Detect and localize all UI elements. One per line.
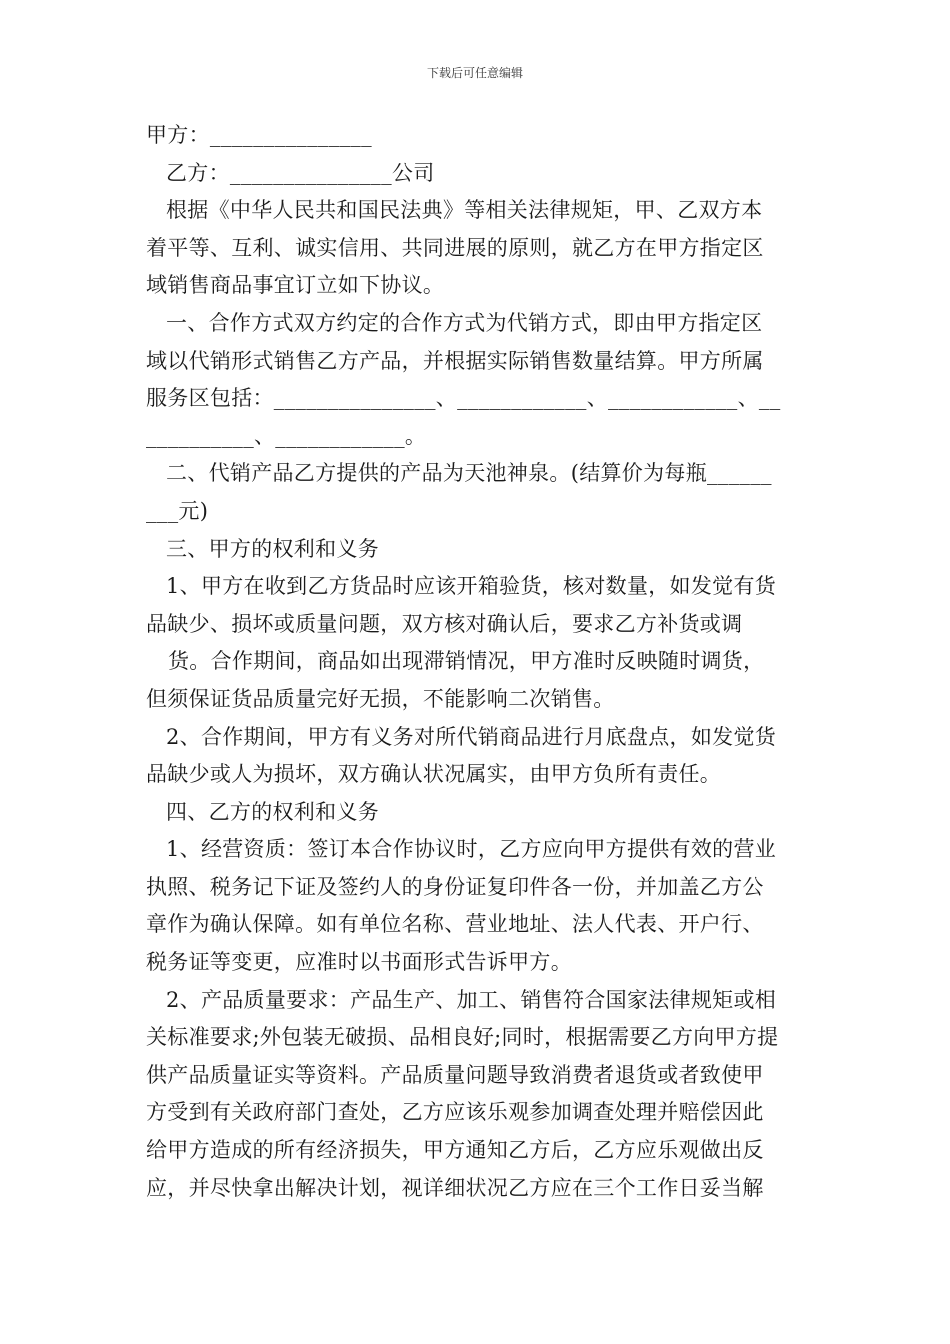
section-4-clause-line: 关标准要求;外包装无破损、品相良好;同时，根据需要乙方向甲方提 bbox=[146, 1025, 779, 1050]
section-4-clause-line: 方受到有关政府部门查处，乙方应该乐观参加调查处理并赔偿因此 bbox=[146, 1100, 764, 1125]
section-4-clause-line: 2、产品质量要求：产品生产、加工、销售符合国家法律规矩或相 bbox=[166, 987, 777, 1012]
section-3-clause-line: 品缺少、损坏或质量问题，双方核对确认后，要求乙方补货或调 bbox=[146, 611, 743, 636]
section-2-line: 二、代销产品乙方提供的产品为天池神泉。(结算价为每瓶______ bbox=[166, 461, 772, 486]
section-4-clause-line: 章作为确认保障。如有单位名称、营业地址、法人代表、开户行、 bbox=[146, 912, 764, 937]
section-3-heading: 三、甲方的权利和义务 bbox=[166, 536, 379, 561]
party-a-line: 甲方：_______________ bbox=[146, 123, 372, 147]
section-3-clause-line: 2、合作期间，甲方有义务对所代销商品进行月底盘点，如发觉货 bbox=[166, 724, 777, 749]
section-4-clause-line: 执照、税务记下证及签约人的身份证复印件各一份，并加盖乙方公 bbox=[146, 874, 764, 899]
section-1-line: 域以代销形式销售乙方产品，并根据实际销售数量结算。甲方所属 bbox=[146, 348, 764, 373]
section-4-clause-line: 供产品质量证实等资料。产品质量问题导致消费者退货或者致使甲 bbox=[146, 1062, 764, 1087]
section-3-clause-line: 品缺少或人为损坏，双方确认状况属实，由甲方负所有责任。 bbox=[146, 762, 722, 787]
section-4-clause-line: 应，并尽快拿出解决计划，视详细状况乙方应在三个工作日妥当解 bbox=[146, 1175, 764, 1200]
section-3-clause-line: 但须保证货品质量完好无损，不能影响二次销售。 bbox=[146, 686, 615, 711]
section-4-clause-line: 给甲方造成的所有经济损失，甲方通知乙方后，乙方应乐观做出反 bbox=[146, 1138, 764, 1163]
section-3-clause-line: 1、甲方在收到乙方货品时应该开箱验货，核对数量，如发觉有货 bbox=[166, 574, 777, 599]
preamble-line: 域销售商品事宜订立如下协议。 bbox=[146, 273, 445, 298]
section-4-clause-line: 税务证等变更，应准时以书面形式告诉甲方。 bbox=[146, 950, 572, 975]
section-3-clause-line: 货。合作期间，商品如出现滞销情况，甲方准时反映随时调货， bbox=[168, 649, 765, 674]
contract-body bbox=[146, 117, 806, 1207]
section-2-line: ___元) bbox=[146, 498, 209, 523]
section-1-line: 服务区包括：_______________、____________、____________、__ bbox=[146, 386, 781, 411]
page-header-note: 下载后可任意编辑 bbox=[426, 66, 523, 80]
preamble-line: 着平等、互利、诚实信用、共同进展的原则，就乙方在甲方指定区 bbox=[146, 235, 764, 260]
section-1-line: __________、____________。 bbox=[146, 423, 427, 448]
section-1-line: 一、合作方式双方约定的合作方式为代销方式，即由甲方指定区 bbox=[166, 310, 763, 335]
section-4-clause-line: 1、经营资质：签订本合作协议时，乙方应向甲方提供有效的营业 bbox=[166, 837, 777, 862]
section-4-heading: 四、乙方的权利和义务 bbox=[166, 799, 379, 824]
preamble-line: 根据《中华人民共和国民法典》等相关法律规矩，甲、乙双方本 bbox=[166, 198, 763, 223]
party-b-line: 乙方：_______________公司 bbox=[166, 160, 435, 185]
